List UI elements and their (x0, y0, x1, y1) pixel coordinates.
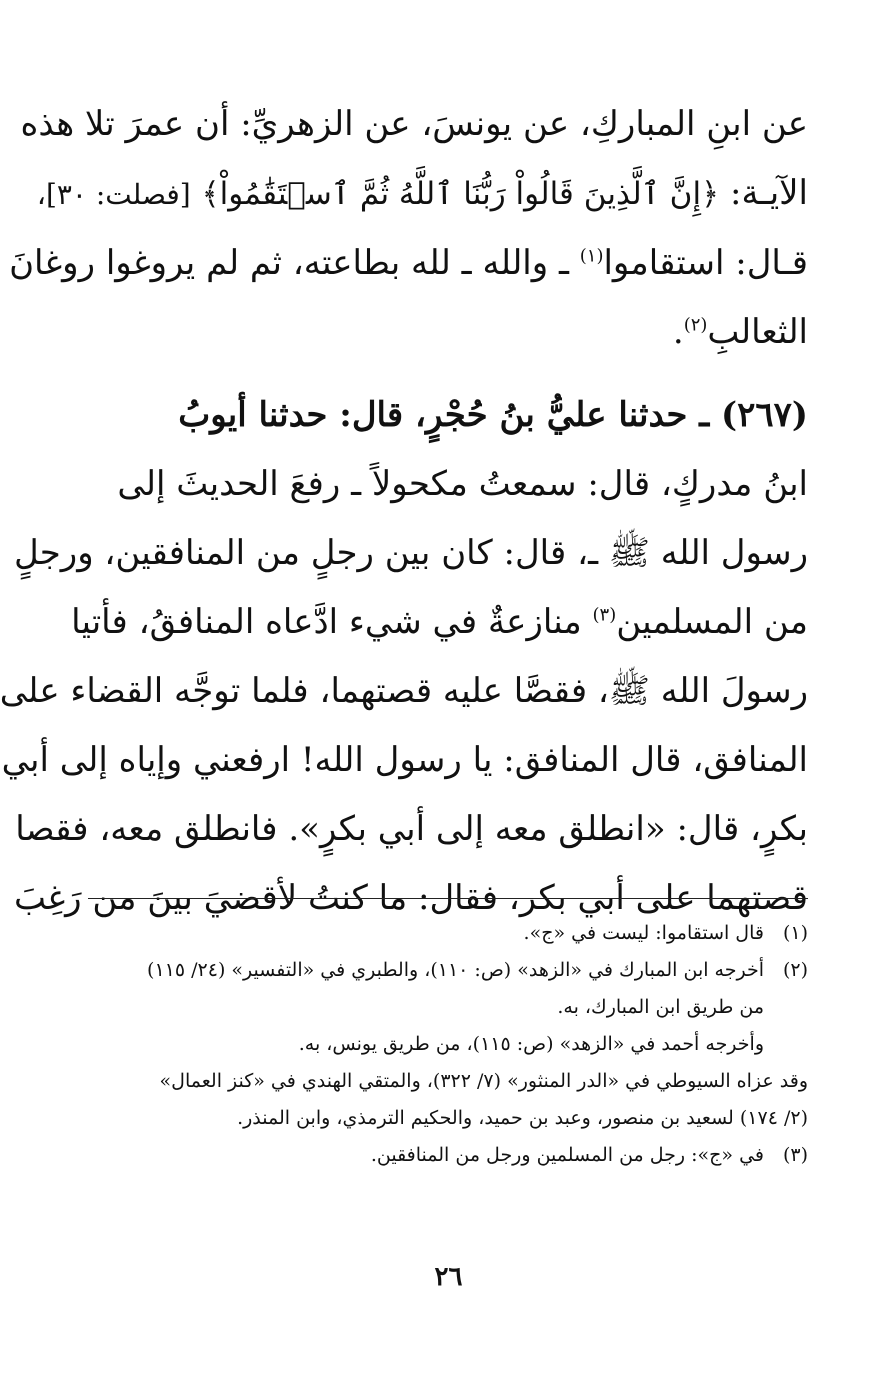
text-line (9, 229, 808, 298)
footnote-body (81, 1063, 808, 1137)
footnote-line: وأخرجه أحمد في «الزهد» (ص: ١١٥)، من طريق يونس، به. (298, 1033, 764, 1055)
footnote-line: قال استقاموا: ليست في «ج». (523, 922, 764, 944)
footnote-body (81, 1137, 764, 1174)
footnote-marker: (١) (579, 245, 604, 267)
footnote-2 (81, 952, 808, 1063)
text-segment: ـ حدثنا عليُّ بنُ حُجْرٍ، قال: حدثنا أيوبُ (178, 395, 722, 435)
footnote-body (81, 915, 764, 952)
text-segment: عن ابنِ المباركِ، عن يونسَ، عن الزهريِّ: أن عمرَ تلا هذه (20, 104, 808, 144)
text-line (91, 298, 808, 367)
text-line (36, 159, 808, 229)
footnote-number: (٢) (782, 959, 808, 981)
text-line (0, 657, 808, 726)
hadith-number: (٢٦٧) (721, 395, 808, 435)
footnote-3 (81, 1137, 808, 1174)
text-segment: قصتهما على أبي بكر، فقال: ما كنتُ لأقضيَ بينَ من رَغِبَ (14, 878, 808, 918)
text-line (71, 588, 808, 657)
text-line (1, 726, 808, 795)
footnote-line: أخرجه ابن المبارك في «الزهد» (ص: ١١٠)، والطبري في «التفسير» (٢٤/ ١١٥) (147, 959, 764, 981)
main-text (0, 90, 808, 933)
paragraph-gap (91, 367, 808, 381)
quran-verse: ﴿إِنَّ ٱلَّذِينَ قَالُواْ رَبُّنَا ٱللَّهُ ثُمَّ ٱسۡتَقَٰمُواْ﴾ (201, 176, 720, 212)
text-segment: المنافق، قال المنافق: يا رسول الله! ارفعني وإياه إلى أبي (1, 740, 808, 780)
footnote-line: في «ج»: رجل من المسلمين ورجل من المنافقين. (370, 1144, 764, 1166)
text-segment: رسول الله ﷺ ـ، قال: كان بين رجلٍ من المنافقين، ورجلٍ (14, 533, 808, 573)
footnotes (81, 915, 808, 1174)
page-number: ٢٦ (434, 1262, 463, 1292)
text-segment: ـ والله ـ لله بطاعته، ثم لم يروغوا روغانَ (9, 243, 580, 283)
text-segment: . (672, 312, 684, 352)
text-line (15, 795, 808, 864)
footnote-number: (١) (782, 922, 808, 944)
footnote-line: وقد عزاه السيوطي في «الدر المنثور» (٧/ ٣٢٢)، والمتقي الهندي في «كنز العمال» (159, 1070, 808, 1092)
footnote-marker: (٢) (683, 314, 708, 336)
text-line (91, 381, 808, 450)
footnote-marker: (٣) (592, 604, 617, 626)
text-segment: بكرٍ، قال: «انطلق معه إلى أبي بكرٍ». فانطلق معه، فقصا (15, 809, 808, 849)
footnote-body (81, 952, 764, 1063)
page-body (0, 90, 808, 933)
text-segment: الثعالبِ (707, 312, 808, 352)
footnote-number: (٣) (782, 1144, 808, 1166)
footnote-line: من طريق ابن المبارك، به. (557, 996, 764, 1018)
text-line (20, 90, 808, 159)
text-segment: قـال: استقاموا (603, 243, 808, 283)
text-segment: الآيـة: (730, 173, 808, 213)
text-segment: منازعةٌ في شيء ادَّعاه المنافقُ، فأتيا (71, 602, 593, 642)
footnote-line: (٢/ ١٧٤) لسعيد بن منصور، وعبد بن حميد، والحكيم الترمذي، وابن المنذر. (237, 1107, 808, 1129)
footnote-1 (81, 915, 808, 952)
text-segment: من المسلمين (616, 602, 808, 642)
text-segment: ابنُ مدركٍ، قال: سمعتُ مكحولاً ـ رفعَ الحديثَ إلى (117, 464, 808, 504)
footnote-divider (88, 898, 808, 899)
surah-reference: [فصلت: ٣٠]، (36, 178, 191, 211)
text-line (91, 450, 808, 519)
footnote-2-continued (81, 1063, 808, 1137)
text-line (14, 519, 808, 588)
text-segment: رسولَ الله ﷺ، فقصَّا عليه قصتهما، فلما توجَّه القضاء على (0, 671, 808, 711)
